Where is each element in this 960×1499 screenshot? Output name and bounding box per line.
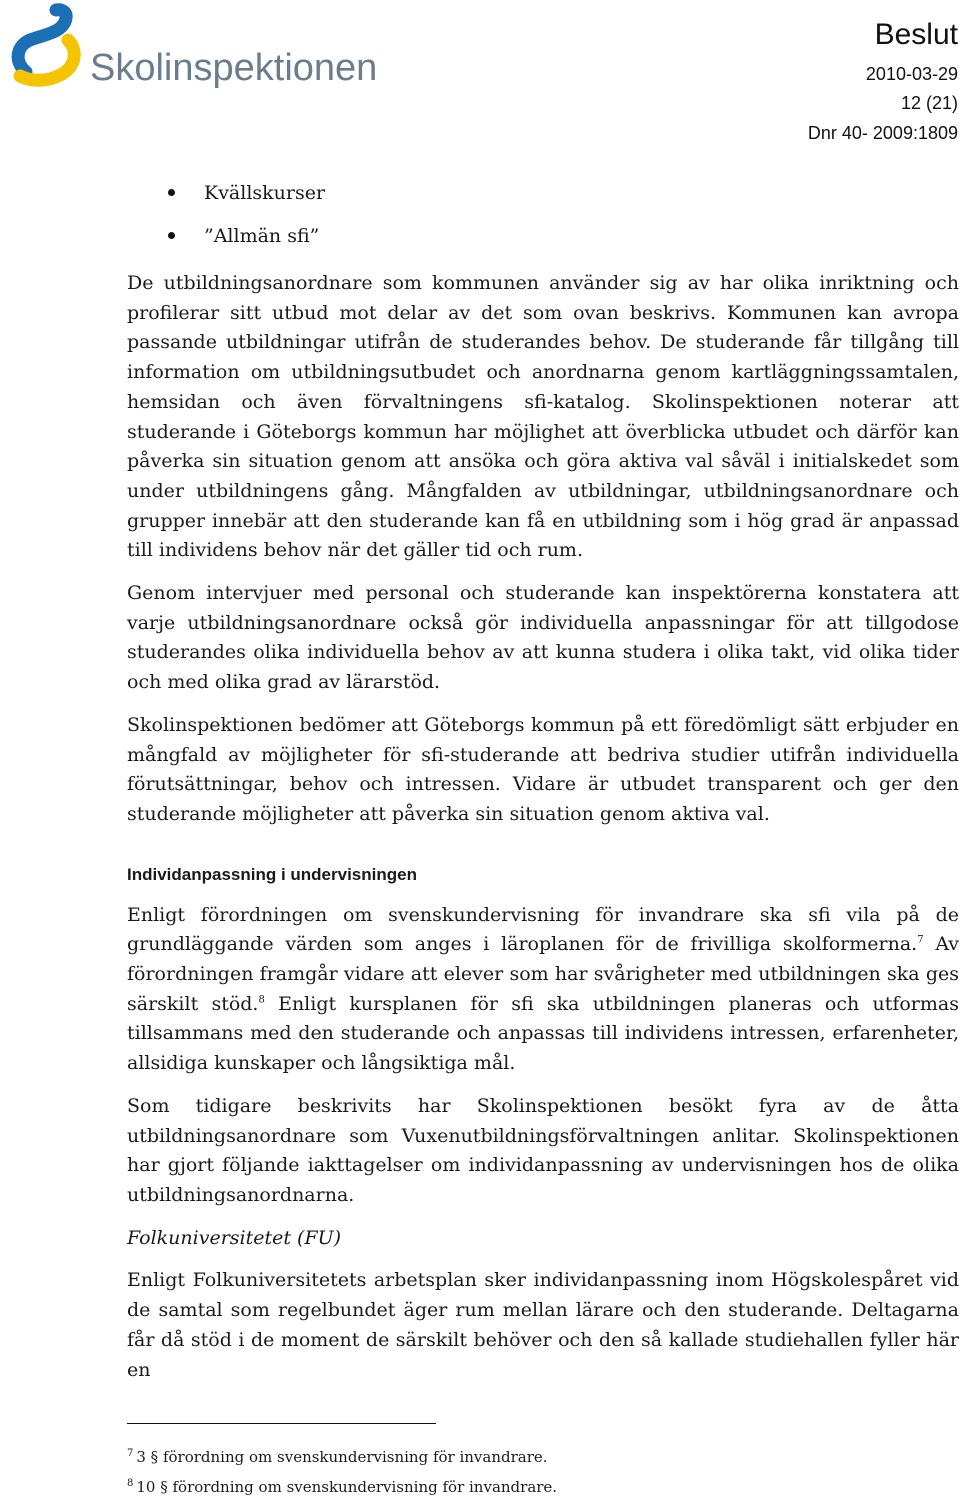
bullet-icon — [168, 189, 175, 196]
paragraph: Som tidigare beskrivits har Skolinspektionen besökt fyra av de åtta utbildningsanordnare som Vuxenutbildningsförvaltningen anlitar. Skolinspektionen har gjort följande iakttagelser om individanpassning av undervisningen hos de olika utbildningsanordnarna. — [127, 1094, 959, 1206]
logo-icon — [6, 6, 378, 92]
subsection-heading: Folkuniversitetet (FU) — [127, 1226, 342, 1249]
list-item: Kvällskurser — [127, 176, 959, 219]
bullet-list — [127, 176, 959, 262]
paragraph: De utbildningsanordnare som kommunen använder sig av har olika inriktning och profilerar sitt utbud mot delar av det som ovan beskrivs. Kommunen kan avropa passande utbildningar utifrån de studerandes behov. De studerande får tillgång till information om utbildningsutbudet och anordnarna genom kartläggningssamtalen, hemsidan och även förvaltningens sfi-katalog. Skolinspektionen noterar att studerande i Göteborgs kommun har möjlighet att överblicka utbudet och därför kan påverka sin situation genom att ansöka och göra aktiva val såväl i initialskedet som under utbildningens gång. Mångfalden av utbildningar, utbildningsanordnare och grupper innebär att den studerande kan få en utbildning som i hög grad är anpassad till individens behov när det gäller tid och rum. — [127, 272, 959, 562]
section-heading: Individanpassning i undervisningen — [127, 864, 417, 884]
bullet-icon — [168, 232, 175, 239]
document-body — [127, 176, 959, 1398]
footnote: $^8$ 10 § förordning om svenskundervisning för invandrare. — [127, 1478, 558, 1496]
logo-text: Skolinspektionen — [90, 47, 378, 89]
paragraph: Skolinspektionen bedömer att Göteborgs kommun på ett föredömligt sätt erbjuder en mångfald av möjligheter för sfi-studerande att bedriva studier utifrån individuella förutsättningar, behov och intressen. Vidare är utbudet transparent och ger den studerande möjligheter att påverka sin situation genom aktiva val. — [127, 713, 959, 825]
paragraph: Genom intervjuer med personal och studerande kan inspektörerna konstatera att varje utbildningsanordnare också gör individuella anpassningar för att tillgodose studerandes olika individuella behov av att kunna studera i olika takt, vid olika tider och med olika grad av lärarstöd. — [127, 582, 959, 694]
document-date: 2010-03-29 — [865, 64, 958, 84]
diary-number: Dnr 40- 2009:1809 — [807, 123, 958, 143]
document-type: Beslut — [874, 18, 958, 51]
paragraph: Enligt Folkuniversitetets arbetsplan sker individanpassning inom Högskolespåret vid de samtal som regelbundet äger rum mellan lärare och den studerande. Deltagarna får då stöd i de moment de särskilt behöver och den så kallade studiehallen fyller här en — [127, 1269, 959, 1381]
page-number: 12 (21) — [900, 93, 958, 113]
paragraph: Enligt förordningen om svenskundervisning för invandrare ska sfi vila på de grundläggande värden som anges i läroplanen för de frivilliga skolformerna.$^7$ Av förordningen framgår vidare att elever som har svårigheter med utbildningen ska ges särskilt stöd.$^8$ Enligt kursplanen för sfi ska utbildningen planeras och utformas tillsammans med den studerande och anpassas till individens intressen, erfarenheter, allsidiga kunskaper och långsiktiga mål. — [127, 903, 960, 1075]
skolinspektionen-logo — [6, 6, 378, 92]
footnote-ref[interactable]: 8 — [258, 994, 265, 1006]
footnote-ref[interactable]: 7 — [917, 935, 924, 947]
footnote-divider — [127, 1423, 436, 1424]
list-item: ”Allmän sfi” — [127, 219, 959, 262]
footnote: $^7$ 3 § förordning om svenskundervisning för invandrare. — [127, 1448, 548, 1466]
